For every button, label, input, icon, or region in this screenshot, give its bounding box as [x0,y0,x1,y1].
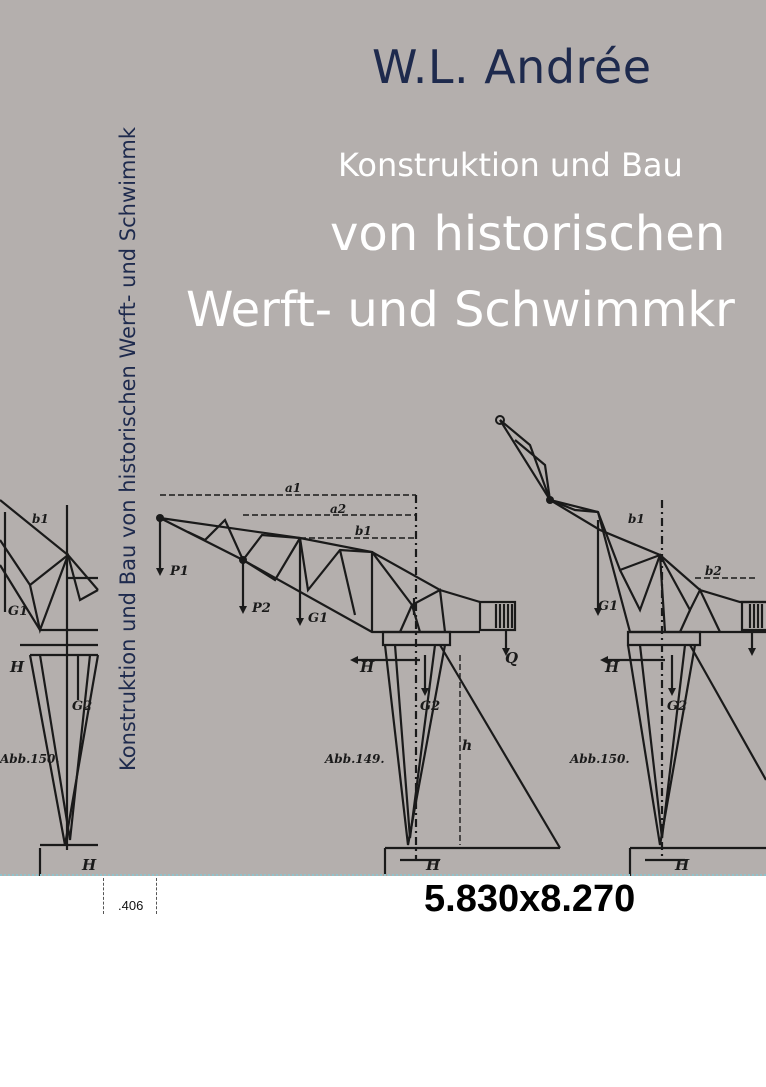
right-crane-drawing [500,420,766,876]
spine-width-label: .406 [118,898,144,913]
label-p2: P2 [252,601,271,616]
label-a1: a1 [285,481,302,495]
label-g1-right: G1 [598,599,619,614]
middle-fig-label: Abb.149. [325,752,385,766]
left-fig-label: Abb.150. [0,752,60,766]
label-a2: a2 [330,502,347,516]
label-h-top: H [360,658,375,676]
spine-guide-left [103,878,104,914]
label-g2: G2 [420,699,441,714]
author-name: W.L. Andrée [372,40,652,94]
dimensions-label: 5.830x8.270 [424,878,636,920]
label-p1: P1 [170,564,189,579]
label-b1-left: b1 [32,512,49,526]
label-g2-right: G2 [667,699,688,714]
label-g2-left: G2 [72,699,93,714]
label-g1-left: G1 [8,604,29,619]
label-b2: b2 [705,564,722,578]
right-fig-label: Abb.150. [570,752,630,766]
label-h-left-top: H [10,658,25,676]
cover-title-line2: Werft- und Schwimmkr [186,282,735,338]
label-g1: G1 [308,611,329,626]
spine-title: Konstruktion und Bau von historischen Werft- und Schwimmk [116,126,140,771]
label-b1-right: b1 [628,512,645,526]
middle-crane-nodes [156,514,510,696]
label-h-bottom: H [426,856,441,874]
spine-text-wrap [103,0,153,876]
left-crane-drawing [0,500,98,876]
trim-line [0,874,766,876]
label-h-right-top: H [605,658,620,676]
label-h-right-bottom: H [675,856,690,874]
label-b1: b1 [355,524,372,538]
label-q: Q [505,649,519,667]
label-h-height: h [462,738,473,754]
cover-subtitle: Konstruktion und Bau [338,146,683,184]
cover-title-line1: von historischen [330,206,726,262]
label-h-left-bottom: H [82,856,97,874]
middle-crane-drawing [160,495,560,876]
spine-guide-right [156,878,157,914]
